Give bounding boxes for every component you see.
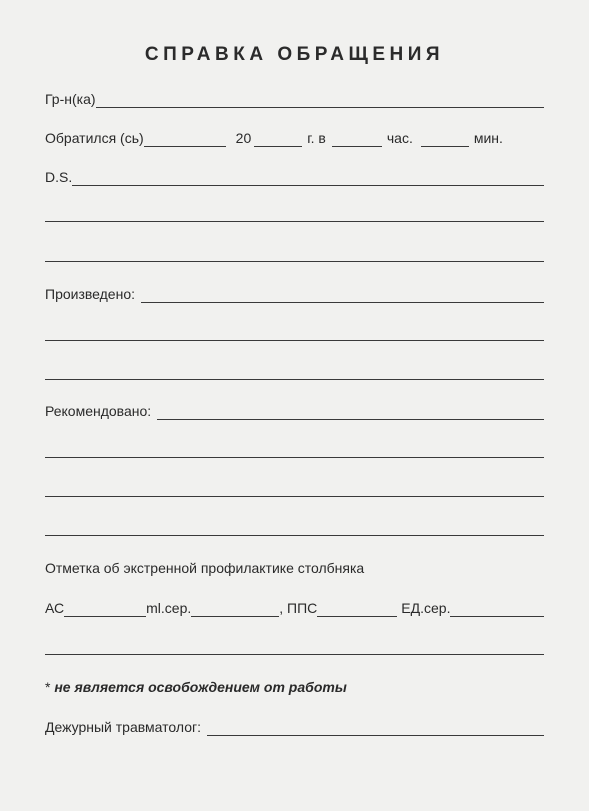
traumatologist-row xyxy=(45,714,544,736)
performed-row xyxy=(45,281,544,303)
tetanus-line-2[interactable] xyxy=(45,654,544,655)
performed-field[interactable] xyxy=(141,288,544,303)
note-text: не является освобождением от работы xyxy=(54,679,347,695)
hours-label: час. xyxy=(386,130,413,146)
performed-line-2[interactable] xyxy=(45,340,544,341)
applied-date-field[interactable] xyxy=(144,132,226,147)
minutes-field[interactable] xyxy=(421,132,469,147)
diagnosis-line-3[interactable] xyxy=(45,261,544,262)
tetanus-row xyxy=(45,595,544,617)
ed-series-field[interactable] xyxy=(450,602,544,617)
tetanus-mark-label: Отметка об экстренной профилактике столбняка xyxy=(45,560,365,576)
citizen-label: Гр-н(ка) xyxy=(45,91,96,107)
hours-field[interactable] xyxy=(332,132,382,147)
work-release-note xyxy=(45,679,347,695)
ed-series-label: ЕД.сер. xyxy=(401,600,451,616)
year-suffix-label: г. в xyxy=(307,130,326,146)
diagnosis-label: D.S. xyxy=(45,169,73,185)
recommended-line-4[interactable] xyxy=(45,535,544,536)
traumatologist-label: Дежурный травматолог: xyxy=(45,719,201,735)
year-field[interactable] xyxy=(254,132,302,147)
performed-line-3[interactable] xyxy=(45,379,544,380)
traumatologist-signature-field[interactable] xyxy=(207,721,544,736)
recommended-line-2[interactable] xyxy=(45,457,544,458)
recommended-row xyxy=(45,398,544,420)
minutes-label: мин. xyxy=(473,130,503,146)
recommended-field[interactable] xyxy=(157,405,544,420)
pps-label: , ППС xyxy=(279,600,318,616)
ac-label: АС xyxy=(45,600,65,616)
diagnosis-row xyxy=(45,164,544,186)
performed-label: Произведено: xyxy=(45,286,135,302)
recommended-label: Рекомендовано: xyxy=(45,403,152,419)
recommended-line-3[interactable] xyxy=(45,496,544,497)
ml-series-field[interactable] xyxy=(191,602,279,617)
year-prefix-label: 20 xyxy=(235,130,252,146)
form-title: СПРАВКА ОБРАЩЕНИЯ xyxy=(144,44,445,65)
applied-row xyxy=(45,125,544,147)
diagnosis-line-2[interactable] xyxy=(45,221,544,222)
pps-field[interactable] xyxy=(317,602,397,617)
citizen-row xyxy=(45,86,544,108)
ml-series-label: ml.сер. xyxy=(146,600,192,616)
note-asterisk: * xyxy=(45,679,51,695)
applied-label: Обратился (сь) xyxy=(45,130,144,146)
ac-field[interactable] xyxy=(64,602,146,617)
diagnosis-field[interactable] xyxy=(72,171,544,186)
citizen-field[interactable] xyxy=(96,93,544,108)
